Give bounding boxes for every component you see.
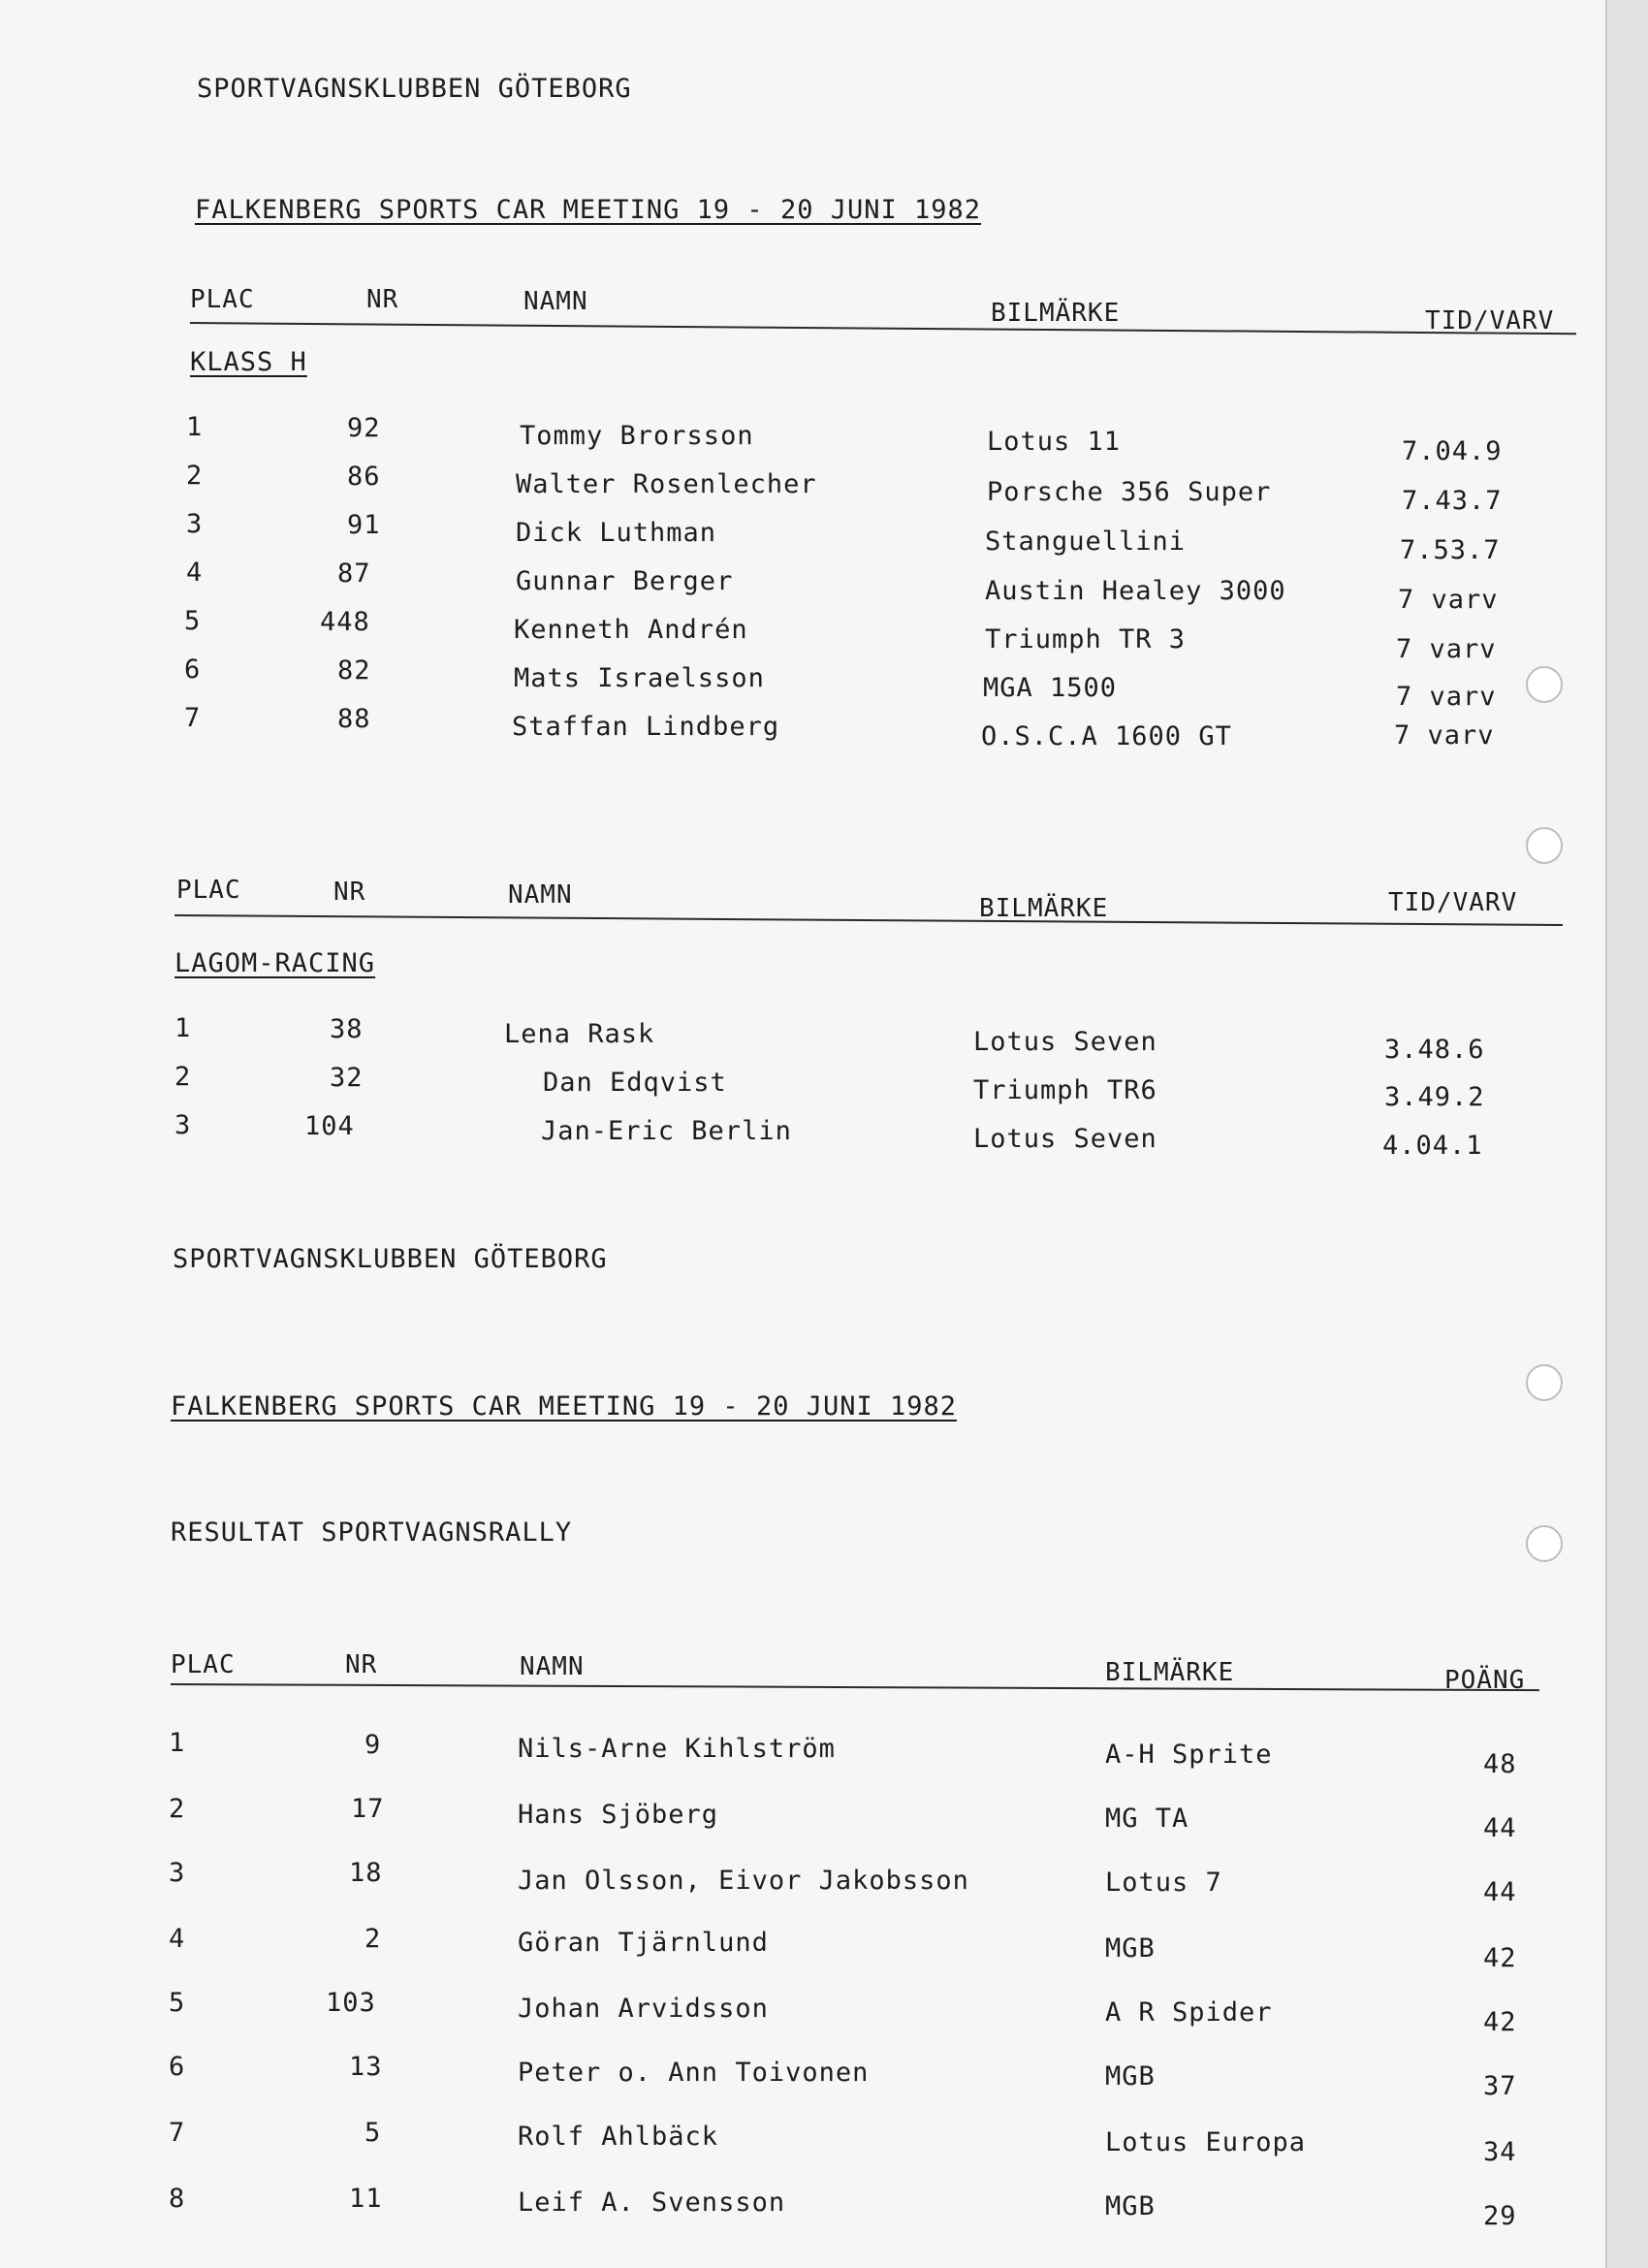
bil-cell: MGB: [1105, 1933, 1156, 1964]
nr-cell: 17: [351, 1794, 385, 1824]
bil-cell: Lotus 7: [1105, 1868, 1222, 1898]
namn-cell: Göran Tjärnlund: [518, 1928, 769, 1958]
col-header-bilmarke: BILMÄRKE: [979, 894, 1109, 923]
nr-cell: 9: [364, 1730, 382, 1760]
poang-cell: 42: [1483, 2007, 1517, 2037]
col-header-nr: NR: [366, 285, 399, 314]
poang-cell: 37: [1483, 2071, 1517, 2101]
tid-cell: 7.04.9: [1402, 436, 1503, 466]
bil-cell: Lotus Europa: [1105, 2127, 1307, 2157]
bil-cell: Porsche 356 Super: [987, 477, 1272, 507]
namn-cell: Kenneth Andrén: [514, 615, 748, 645]
tid-cell: 7 varv: [1398, 585, 1499, 615]
col-header-nr: NR: [333, 878, 366, 907]
bil-cell: Lotus Seven: [973, 1124, 1157, 1154]
col-header-plac: PLAC: [171, 1650, 236, 1679]
nr-cell: 82: [337, 655, 371, 686]
nr-cell: 104: [304, 1111, 355, 1141]
event-title-rally: FALKENBERG SPORTS CAR MEETING 19 - 20 JUNI 1982: [171, 1391, 958, 1421]
tid-cell: 3.49.2: [1384, 1082, 1485, 1112]
namn-cell: Gunnar Berger: [516, 566, 734, 596]
poang-cell: 42: [1483, 1943, 1517, 1973]
nr-cell: 18: [349, 1858, 383, 1888]
plac-cell: 2: [174, 1062, 192, 1092]
bil-cell: A R Spider: [1105, 1997, 1273, 2028]
page-edge-shadow: [1605, 0, 1648, 2268]
nr-cell: 103: [326, 1988, 376, 2018]
tid-cell: 7.43.7: [1402, 486, 1503, 516]
nr-cell: 2: [364, 1924, 382, 1954]
namn-cell: Lena Rask: [504, 1019, 655, 1049]
namn-cell: Dan Edqvist: [543, 1068, 727, 1098]
bil-cell: Lotus 11: [987, 427, 1122, 457]
bil-cell: MGB: [1105, 2191, 1156, 2221]
plac-cell: 5: [169, 1988, 186, 2018]
col-header-bilmarke: BILMÄRKE: [991, 299, 1121, 328]
club-name: SPORTVAGNSKLUBBEN GÖTEBORG: [197, 74, 632, 104]
col-header-tid: TID/VARV: [1388, 888, 1518, 917]
header-rule: [171, 1683, 1539, 1691]
bil-cell: MG TA: [1105, 1804, 1189, 1834]
bil-cell: Triumph TR6: [973, 1075, 1157, 1105]
plac-cell: 4: [186, 558, 204, 588]
bil-cell: Lotus Seven: [973, 1027, 1157, 1057]
nr-cell: 87: [337, 559, 371, 589]
tid-cell: 3.48.6: [1384, 1035, 1485, 1065]
tid-cell: 4.04.1: [1382, 1131, 1483, 1161]
col-header-plac: PLAC: [176, 876, 241, 905]
header-rule: [190, 322, 1576, 335]
plac-cell: 1: [169, 1728, 186, 1758]
nr-cell: 5: [364, 2118, 382, 2148]
nr-cell: 88: [337, 704, 371, 734]
class-label: LAGOM-RACING: [174, 948, 376, 978]
plac-cell: 8: [169, 2184, 186, 2214]
club-name-rally: SPORTVAGNSKLUBBEN GÖTEBORG: [173, 1244, 608, 1274]
poang-cell: 44: [1483, 1877, 1517, 1907]
bil-cell: Triumph TR 3: [985, 624, 1187, 655]
nr-cell: 448: [320, 607, 370, 637]
tid-cell: 7 varv: [1396, 634, 1497, 664]
punch-hole: [1526, 666, 1563, 703]
punch-hole: [1526, 827, 1563, 864]
bil-cell: MGB: [1105, 2061, 1156, 2092]
poang-cell: 34: [1483, 2137, 1517, 2167]
plac-cell: 1: [174, 1013, 192, 1043]
col-header-namn: NAMN: [508, 880, 573, 910]
namn-cell: Nils-Arne Kihlström: [518, 1734, 836, 1764]
namn-cell: Walter Rosenlecher: [516, 469, 817, 499]
plac-cell: 2: [169, 1794, 186, 1824]
plac-cell: 6: [169, 2052, 186, 2082]
poang-cell: 48: [1483, 1749, 1517, 1779]
header-rule: [174, 914, 1563, 926]
bil-cell: O.S.C.A 1600 GT: [981, 721, 1232, 751]
bil-cell: MGA 1500: [983, 673, 1118, 703]
col-header-tid: TID/VARV: [1425, 306, 1555, 335]
plac-cell: 6: [184, 655, 202, 685]
col-header-bilmarke: BILMÄRKE: [1105, 1658, 1235, 1687]
namn-cell: Jan Olsson, Eivor Jakobsson: [518, 1866, 969, 1896]
nr-cell: 86: [347, 462, 381, 492]
col-header-poang: POÄNG: [1444, 1666, 1526, 1695]
nr-cell: 92: [347, 413, 381, 443]
col-header-namn: NAMN: [523, 287, 588, 316]
bil-cell: Stanguellini: [985, 527, 1187, 557]
nr-cell: 38: [330, 1014, 364, 1044]
plac-cell: 3: [169, 1858, 186, 1888]
namn-cell: Mats Israelsson: [514, 663, 765, 693]
col-header-namn: NAMN: [520, 1652, 585, 1681]
plac-cell: 1: [186, 412, 204, 442]
tid-cell: 7 varv: [1394, 720, 1495, 751]
namn-cell: Tommy Brorsson: [520, 421, 754, 451]
plac-cell: 4: [169, 1924, 186, 1954]
class-label: KLASS H: [190, 347, 307, 377]
namn-cell: Hans Sjöberg: [518, 1800, 719, 1830]
bil-cell: Austin Healey 3000: [985, 576, 1286, 606]
namn-cell: Dick Luthman: [516, 518, 717, 548]
namn-cell: Rolf Ahlbäck: [518, 2122, 719, 2152]
poang-cell: 29: [1483, 2201, 1517, 2231]
plac-cell: 7: [169, 2118, 186, 2148]
plac-cell: 7: [184, 703, 202, 733]
nr-cell: 32: [330, 1063, 364, 1093]
plac-cell: 3: [174, 1110, 192, 1140]
plac-cell: 5: [184, 606, 202, 636]
namn-cell: Peter o. Ann Toivonen: [518, 2058, 870, 2088]
bil-cell: A-H Sprite: [1105, 1740, 1273, 1770]
plac-cell: 3: [186, 509, 204, 539]
poang-cell: 44: [1483, 1813, 1517, 1843]
col-header-plac: PLAC: [190, 285, 255, 314]
namn-cell: Jan-Eric Berlin: [541, 1116, 792, 1146]
col-header-nr: NR: [345, 1650, 378, 1679]
namn-cell: Staffan Lindberg: [512, 712, 780, 742]
punch-hole: [1526, 1364, 1563, 1401]
tid-cell: 7 varv: [1396, 682, 1497, 712]
tid-cell: 7.53.7: [1400, 535, 1501, 565]
plac-cell: 2: [186, 461, 204, 491]
punch-hole: [1526, 1525, 1563, 1562]
nr-cell: 11: [349, 2184, 383, 2214]
namn-cell: Leif A. Svensson: [518, 2188, 786, 2218]
nr-cell: 13: [349, 2052, 383, 2082]
event-title: FALKENBERG SPORTS CAR MEETING 19 - 20 JUNI 1982: [195, 195, 982, 225]
namn-cell: Johan Arvidsson: [518, 1994, 769, 2024]
nr-cell: 91: [347, 510, 381, 540]
rally-subtitle: RESULTAT SPORTVAGNSRALLY: [171, 1517, 573, 1548]
